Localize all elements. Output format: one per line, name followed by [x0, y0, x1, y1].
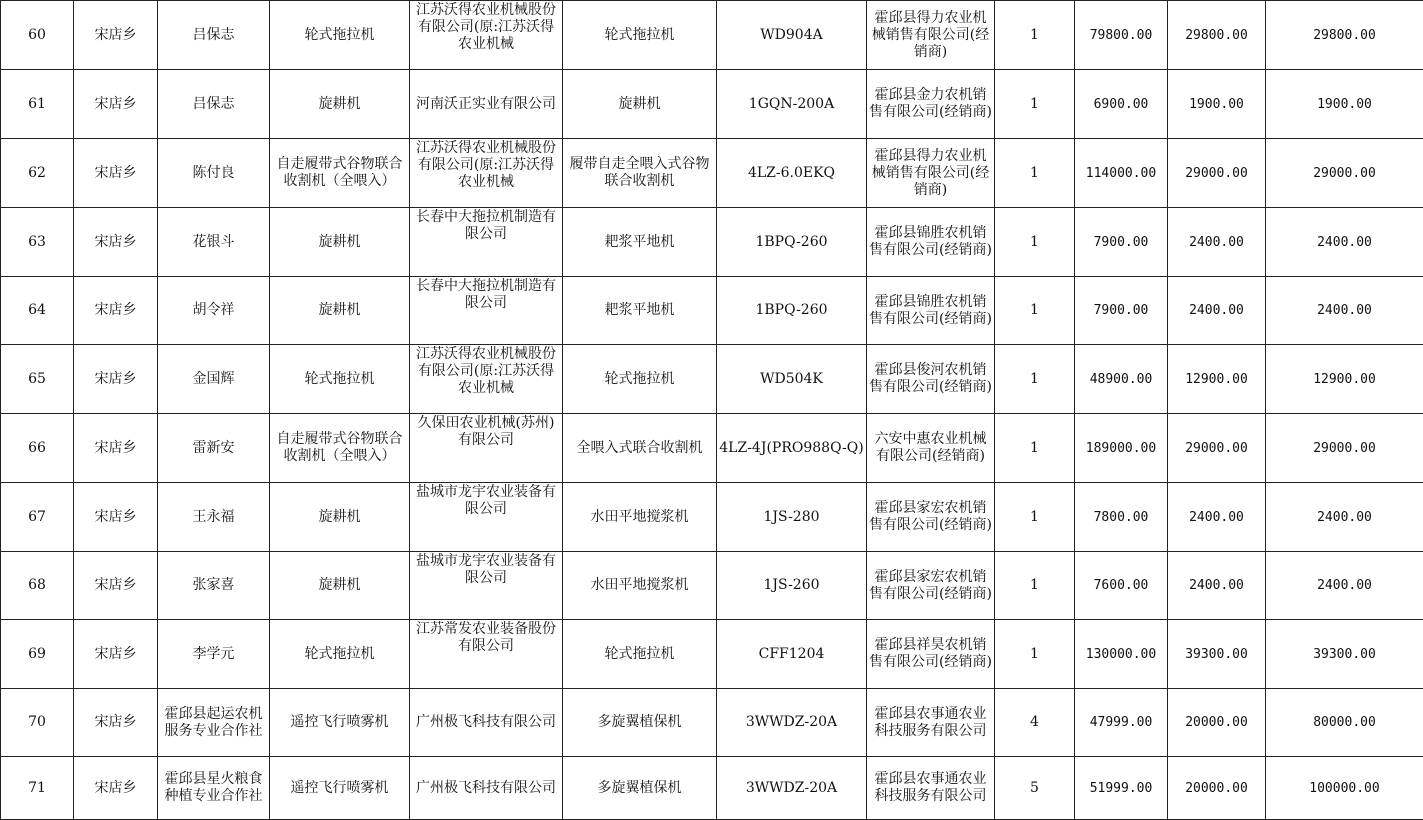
- row-number-cell: 62: [1, 139, 74, 208]
- applicant-name-cell: 金国辉: [158, 345, 270, 414]
- applicant-name-cell: 霍邱县起运农机服务专业合作社: [158, 689, 270, 757]
- unit-subsidy-cell: 20000.00: [1168, 689, 1266, 757]
- model-cell: 3WWDZ-20A: [717, 757, 867, 820]
- machine-category-cell: 遥控飞行喷雾机: [270, 757, 410, 820]
- machine-category-cell: 自走履带式谷物联合收割机（全喂入）: [270, 414, 410, 483]
- model-cell: 1BPQ-260: [717, 277, 867, 345]
- row-number-cell: 66: [1, 414, 74, 483]
- unit-subsidy-cell: 2400.00: [1168, 483, 1266, 552]
- machine-category-cell: 旋耕机: [270, 483, 410, 552]
- township-cell: 宋店乡: [74, 208, 158, 277]
- township-cell: 宋店乡: [74, 757, 158, 820]
- manufacturer-cell: [410, 208, 563, 277]
- dealer-cell: 霍邱县祥昊农机销售有限公司(经销商): [867, 620, 995, 689]
- quantity-cell: 1: [995, 552, 1075, 620]
- row-number-cell: 70: [1, 689, 74, 757]
- total-subsidy-cell: 2400.00: [1266, 483, 1423, 552]
- manufacturer-cell: [410, 483, 563, 552]
- dealer-cell: 霍邱县得力农业机械销售有限公司(经销商): [867, 139, 995, 208]
- manufacturer-text: 长春中大拖拉机制造有限公司: [416, 278, 556, 311]
- quantity-cell: 1: [995, 139, 1075, 208]
- manufacturer-cell: [410, 552, 563, 620]
- applicant-name-cell: 胡令祥: [158, 277, 270, 345]
- quantity-cell: 1: [995, 483, 1075, 552]
- unit-price-cell: 6900.00: [1075, 70, 1168, 139]
- township-cell: 宋店乡: [74, 689, 158, 757]
- unit-price-cell: 7900.00: [1075, 208, 1168, 277]
- row-number-cell: 65: [1, 345, 74, 414]
- manufacturer-cell: 广州极飞科技有限公司: [410, 689, 563, 757]
- model-cell: WD504K: [717, 345, 867, 414]
- row-number-cell: 60: [1, 1, 74, 70]
- table-row: [1, 208, 1423, 277]
- unit-price-cell: 7900.00: [1075, 277, 1168, 345]
- applicant-name-cell: 雷新安: [158, 414, 270, 483]
- township-cell: 宋店乡: [74, 483, 158, 552]
- table-row: [1, 552, 1423, 620]
- township-cell: 宋店乡: [74, 345, 158, 414]
- township-cell: 宋店乡: [74, 552, 158, 620]
- manufacturer-text: 长春中大拖拉机制造有限公司: [416, 209, 556, 242]
- total-subsidy-cell: 2400.00: [1266, 552, 1423, 620]
- total-subsidy-cell: 100000.00: [1266, 757, 1423, 820]
- product-name-cell: 轮式拖拉机: [563, 1, 717, 70]
- dealer-cell: 霍邱县锦胜农机销售有限公司(经销商): [867, 208, 995, 277]
- table-row: [1, 414, 1423, 483]
- manufacturer-cell: [410, 345, 563, 414]
- table-row: [1, 70, 1423, 139]
- machine-category-cell: 轮式拖拉机: [270, 345, 410, 414]
- product-name-cell: 旋耕机: [563, 70, 717, 139]
- quantity-cell: 1: [995, 414, 1075, 483]
- dealer-cell: 霍邱县农事通农业科技服务有限公司: [867, 757, 995, 820]
- model-cell: 1JS-260: [717, 552, 867, 620]
- manufacturer-text: 盐城市龙宇农业装备有限公司: [416, 553, 556, 586]
- table-row: [1, 757, 1423, 820]
- dealer-cell: 霍邱县锦胜农机销售有限公司(经销商): [867, 277, 995, 345]
- manufacturer-cell: [410, 277, 563, 345]
- total-subsidy-cell: 1900.00: [1266, 70, 1423, 139]
- unit-price-cell: 79800.00: [1075, 1, 1168, 70]
- quantity-cell: 1: [995, 620, 1075, 689]
- product-name-cell: 耙浆平地机: [563, 277, 717, 345]
- manufacturer-text: 久保田农业机械(苏州)有限公司: [417, 415, 555, 448]
- machine-category-cell: 轮式拖拉机: [270, 620, 410, 689]
- row-number-cell: 69: [1, 620, 74, 689]
- township-cell: 宋店乡: [74, 414, 158, 483]
- unit-subsidy-cell: 29000.00: [1168, 414, 1266, 483]
- manufacturer-cell: 广州极飞科技有限公司: [410, 757, 563, 820]
- dealer-cell: 霍邱县农事通农业科技服务有限公司: [867, 689, 995, 757]
- township-cell: 宋店乡: [74, 70, 158, 139]
- total-subsidy-cell: 29000.00: [1266, 139, 1423, 208]
- table-row: [1, 277, 1423, 345]
- manufacturer-text: 江苏沃得农业机械股份有限公司(原:江苏沃得农业机械: [416, 2, 556, 52]
- unit-subsidy-cell: 12900.00: [1168, 345, 1266, 414]
- manufacturer-cell: [410, 414, 563, 483]
- applicant-name-cell: 张家喜: [158, 552, 270, 620]
- quantity-cell: 1: [995, 70, 1075, 139]
- machine-category-cell: 轮式拖拉机: [270, 1, 410, 70]
- manufacturer-cell: [410, 139, 563, 208]
- unit-price-cell: 114000.00: [1075, 139, 1168, 208]
- total-subsidy-cell: 29800.00: [1266, 1, 1423, 70]
- unit-price-cell: 51999.00: [1075, 757, 1168, 820]
- unit-subsidy-cell: 1900.00: [1168, 70, 1266, 139]
- quantity-cell: 4: [995, 689, 1075, 757]
- product-name-cell: 耙浆平地机: [563, 208, 717, 277]
- unit-subsidy-cell: 2400.00: [1168, 277, 1266, 345]
- machine-category-cell: 遥控飞行喷雾机: [270, 689, 410, 757]
- model-cell: 4LZ-6.0EKQ: [717, 139, 867, 208]
- model-cell: WD904A: [717, 1, 867, 70]
- total-subsidy-cell: 29000.00: [1266, 414, 1423, 483]
- total-subsidy-cell: 2400.00: [1266, 277, 1423, 345]
- unit-price-cell: 47999.00: [1075, 689, 1168, 757]
- manufacturer-cell: 河南沃正实业有限公司: [410, 70, 563, 139]
- unit-subsidy-cell: 29000.00: [1168, 139, 1266, 208]
- product-name-cell: 水田平地搅浆机: [563, 552, 717, 620]
- table-row: [1, 139, 1423, 208]
- row-number-cell: 67: [1, 483, 74, 552]
- township-cell: 宋店乡: [74, 139, 158, 208]
- dealer-cell: 霍邱县得力农业机械销售有限公司(经销商): [867, 1, 995, 70]
- model-cell: 4LZ-4J(PRO988Q-Q): [717, 414, 867, 483]
- manufacturer-cell: [410, 620, 563, 689]
- row-number-cell: 61: [1, 70, 74, 139]
- machine-category-cell: 旋耕机: [270, 70, 410, 139]
- machine-category-cell: 自走履带式谷物联合收割机（全喂入）: [270, 139, 410, 208]
- quantity-cell: 5: [995, 757, 1075, 820]
- table-row: [1, 620, 1423, 689]
- table-row: [1, 689, 1423, 757]
- manufacturer-text: 江苏沃得农业机械股份有限公司(原:江苏沃得农业机械: [416, 346, 556, 396]
- model-cell: CFF1204: [717, 620, 867, 689]
- machine-category-cell: 旋耕机: [270, 552, 410, 620]
- dealer-cell: 霍邱县家宏农机销售有限公司(经销商): [867, 552, 995, 620]
- applicant-name-cell: 陈付良: [158, 139, 270, 208]
- dealer-cell: 霍邱县俊河农机销售有限公司(经销商): [867, 345, 995, 414]
- product-name-cell: 全喂入式联合收割机: [563, 414, 717, 483]
- township-cell: 宋店乡: [74, 1, 158, 70]
- dealer-cell: 霍邱县家宏农机销售有限公司(经销商): [867, 483, 995, 552]
- unit-price-cell: 48900.00: [1075, 345, 1168, 414]
- row-number-cell: 63: [1, 208, 74, 277]
- total-subsidy-cell: 80000.00: [1266, 689, 1423, 757]
- model-cell: 1BPQ-260: [717, 208, 867, 277]
- unit-subsidy-cell: 20000.00: [1168, 757, 1266, 820]
- row-number-cell: 64: [1, 277, 74, 345]
- unit-subsidy-cell: 2400.00: [1168, 552, 1266, 620]
- applicant-name-cell: 吕保志: [158, 1, 270, 70]
- machine-category-cell: 旋耕机: [270, 208, 410, 277]
- total-subsidy-cell: 2400.00: [1266, 208, 1423, 277]
- quantity-cell: 1: [995, 208, 1075, 277]
- unit-price-cell: 7800.00: [1075, 483, 1168, 552]
- unit-price-cell: 7600.00: [1075, 552, 1168, 620]
- applicant-name-cell: 霍邱县星火粮食种植专业合作社: [158, 757, 270, 820]
- product-name-cell: 多旋翼植保机: [563, 757, 717, 820]
- manufacturer-text: 江苏常发农业装备股份有限公司: [416, 621, 556, 654]
- manufacturer-text: 盐城市龙宇农业装备有限公司: [416, 484, 556, 517]
- row-number-cell: 68: [1, 552, 74, 620]
- model-cell: 1GQN-200A: [717, 70, 867, 139]
- township-cell: 宋店乡: [74, 277, 158, 345]
- manufacturer-cell: [410, 1, 563, 70]
- table-row: [1, 1, 1423, 70]
- quantity-cell: 1: [995, 1, 1075, 70]
- total-subsidy-cell: 12900.00: [1266, 345, 1423, 414]
- product-name-cell: 水田平地搅浆机: [563, 483, 717, 552]
- model-cell: 3WWDZ-20A: [717, 689, 867, 757]
- table-row: [1, 345, 1423, 414]
- manufacturer-text: 江苏沃得农业机械股份有限公司(原:江苏沃得农业机械: [416, 140, 556, 190]
- product-name-cell: 多旋翼植保机: [563, 689, 717, 757]
- applicant-name-cell: 王永福: [158, 483, 270, 552]
- total-subsidy-cell: 39300.00: [1266, 620, 1423, 689]
- machine-category-cell: 旋耕机: [270, 277, 410, 345]
- applicant-name-cell: 吕保志: [158, 70, 270, 139]
- unit-subsidy-cell: 2400.00: [1168, 208, 1266, 277]
- applicant-name-cell: 李学元: [158, 620, 270, 689]
- product-name-cell: 轮式拖拉机: [563, 620, 717, 689]
- quantity-cell: 1: [995, 345, 1075, 414]
- table-row: [1, 483, 1423, 552]
- product-name-cell: 履带自走全喂入式谷物联合收割机: [563, 139, 717, 208]
- applicant-name-cell: 花银斗: [158, 208, 270, 277]
- township-cell: 宋店乡: [74, 620, 158, 689]
- quantity-cell: 1: [995, 277, 1075, 345]
- dealer-cell: 六安中惠农业机械有限公司(经销商): [867, 414, 995, 483]
- product-name-cell: 轮式拖拉机: [563, 345, 717, 414]
- dealer-cell: 霍邱县金力农机销售有限公司(经销商): [867, 70, 995, 139]
- unit-subsidy-cell: 29800.00: [1168, 1, 1266, 70]
- table-body: [1, 1, 1423, 820]
- unit-subsidy-cell: 39300.00: [1168, 620, 1266, 689]
- unit-price-cell: 130000.00: [1075, 620, 1168, 689]
- row-number-cell: 71: [1, 757, 74, 820]
- unit-price-cell: 189000.00: [1075, 414, 1168, 483]
- model-cell: 1JS-280: [717, 483, 867, 552]
